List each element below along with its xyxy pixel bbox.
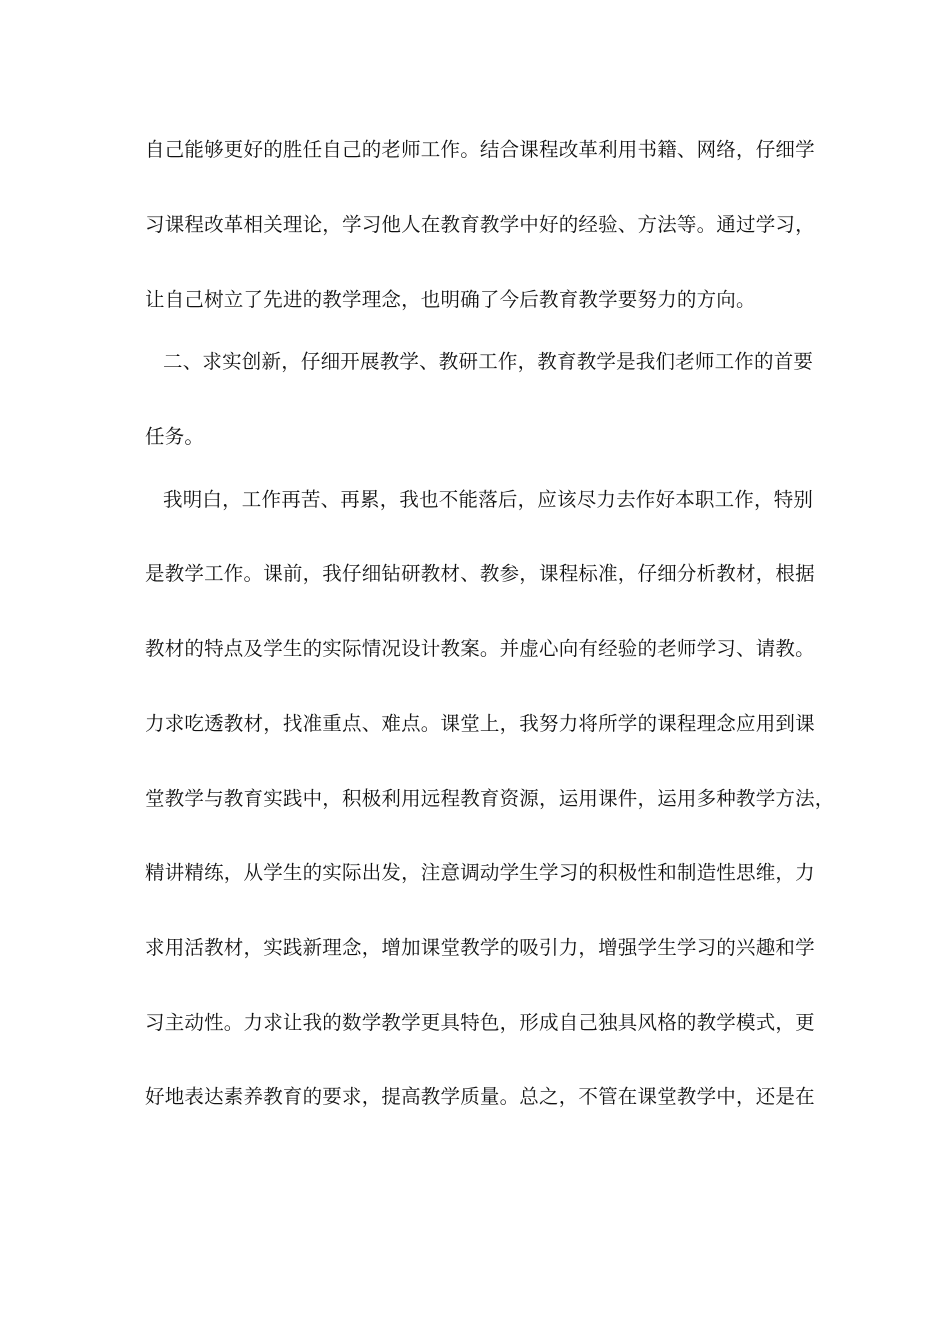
text-line: 是教学工作。课前，我仔细钻研教材、教参，课程标准，仔细分析教材，根据: [145, 562, 815, 585]
text-line: 习主动性。力求让我的数学教学更具特色，形成自己独具风格的教学模式，更: [145, 1011, 815, 1034]
text-line: 任务。: [145, 425, 205, 448]
text-line: 自己能够更好的胜任自己的老师工作。结合课程改革利用书籍、网络，仔细学: [145, 138, 815, 161]
text-line: 堂教学与教育实践中，积极利用远程教育资源，运用课件，运用多种教学方法，: [145, 787, 835, 810]
text-line: 精讲精练，从学生的实际出发，注意调动学生学习的积极性和制造性思维，力: [145, 861, 815, 884]
text-line: 让自己树立了先进的教学理念，也明确了今后教育教学要努力的方向。: [145, 288, 756, 311]
text-line: 好地表达素养教育的要求，提高教学质量。总之，不管在课堂教学中，还是在: [145, 1085, 815, 1108]
text-line: 求用活教材，实践新理念，增加课堂教学的吸引力，增强学生学习的兴趣和学: [145, 936, 815, 959]
text-line: 教材的特点及学生的实际情况设计教案。并虚心向有经验的老师学习、请教。: [145, 637, 815, 660]
text-line: 习课程改革相关理论，学习他人在教育教学中好的经验、方法等。通过学习，: [145, 213, 815, 236]
section-heading-line: 二、求实创新，仔细开展教学、教研工作，教育教学是我们老师工作的首要: [163, 350, 814, 373]
text-line: 力求吃透教材，找准重点、难点。课堂上，我努力将所学的课程理念应用到课: [145, 712, 815, 735]
paragraph-start-line: 我明白，工作再苦、再累，我也不能落后，应该尽力去作好本职工作，特别: [163, 488, 814, 511]
